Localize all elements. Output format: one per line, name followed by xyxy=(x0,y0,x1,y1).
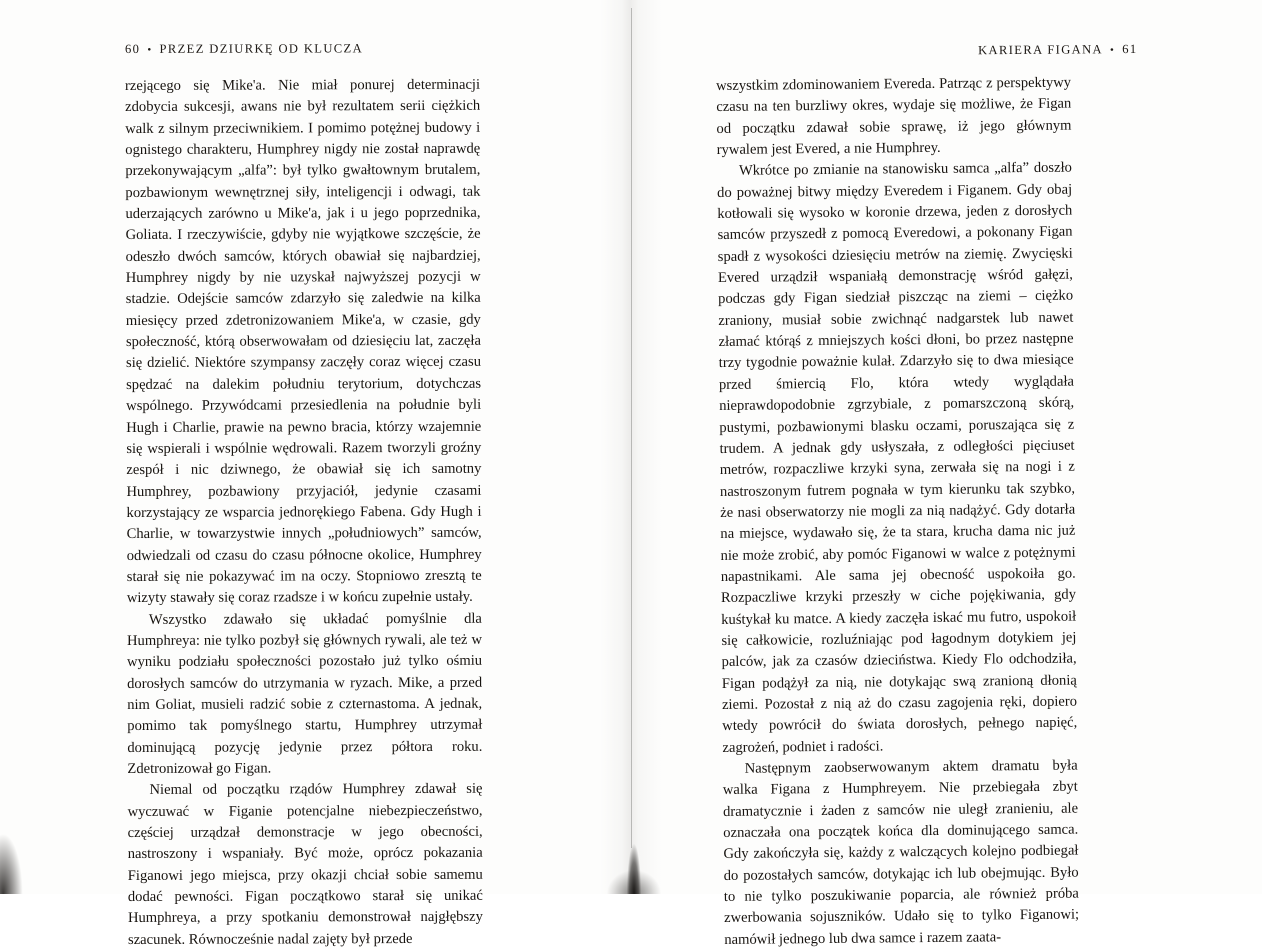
left-page xyxy=(0,0,631,948)
paragraph: Następnym zaobserwowanym aktem dramatu była walka Figana z Humphreyem. Nie przebiegała zbyt dramatycznie i żaden z samców nie uległ zranieniu, ale oznaczała ona początek końca dla dominującego samca. Gdy zakończyła się, każdy z walczących kolejno podbiegał do pozostałych samców, dotykając ich lub obejmując. Było to nie tylko poszukiwanie poparcia, ale również próba zwerbowania sojuszników. Udało się to tylko Figanowi; namówił jednego lub dwa samce i razem zaata- xyxy=(722,757,1080,948)
page-number-right: 61 xyxy=(1121,42,1138,57)
paragraph: Niemal od początku rządów Humphrey zdawał się wyczuwać w Figanie potencjalne niebezpieczeństwo, częściej urządzał demonstracje w jego obecności, nastroszony i wspaniały. Być może, oprócz pokazania Figanowi jego miejsca, przy okazji chciał sobie samemu dodać pewności. Figan początkowo starał się unikać Humphreya, a przy spotkaniu demonstrował najgłębszy szacunek. Równocześnie nadal zajęty był przede xyxy=(127,781,483,948)
paragraph: rzejącego się Mike'a. Nie miał ponurej determinacji zdobycia sukcesji, awans nie był rezultatem serii ciężkich walk z silnym przeciwnikiem. I pomimo potężnej budowy i ognistego charakteru, Humphrey nigdy nie został naprawdę przekonywającym „alfa”: był tylko gwałtownym brutalem, pozbawionym wewnętrznej siły, inteligencji i odwagi, tak uderzających zarówno u Mike'a, jak i u jego poprzednika, Goliata. I rzeczywiście, gdyby nie wyjątkowe szczęście, że odeszło dwóch samców, których obawiał się najbardziej, Humphrey nigdy by nie uzyskał najwyższej pozycji w stadzie. Odejście samców zdarzyło się zaledwie na kilka miesięcy przed zdetronizowaniem Mike'a, w czasie, gdy społeczność, którą obserwowałam od dziesięciu lat, zaczęła się dzielić. Niektóre szympansy zaczęły coraz więcej czasu spędzać na dalekim południu terytorium, dotychczas wspólnego. Przywódcami przesiedlenia na południe byli Hugh i Charlie, prawie na pewno bracia, którzy wzajemnie się wspierali i wspólnie wędrowali. Razem tworzyli groźny zespół i nic dziwnego, że obawiał się ich samotny Humphrey, pozbawiony przyjaciół, jedynie czasami korzystający ze wsparcia jednorękiego Fabena. Gdy Hugh i Charlie, w towarzystwie innych „południowych” samców, odwiedzali od czasu do czasu północne okolice, Humphrey starał się nie pokazywać im na oczy. Stopniowo zresztą te wizyty stawały się coraz rzadsze i w końcu zupełnie ustały. xyxy=(125,76,482,607)
paragraph: wszystkim zdominowaniem Evereda. Patrząc z perspektywy czasu na ten burzliwy okres, wydaje się możliwe, że Figan od początku zdawał sobie sprawę, iż jego głównym rywalem jest Evered, a nie Humphrey. xyxy=(716,74,1072,159)
running-head-left xyxy=(125,41,363,57)
running-head-separator-right: • xyxy=(1109,44,1115,57)
right-page xyxy=(631,0,1262,948)
running-head-separator-left: • xyxy=(147,44,153,57)
right-text-column xyxy=(716,73,1079,951)
running-head-right xyxy=(978,42,1138,58)
chapter-title-right: KARIERA FIGANA xyxy=(977,42,1103,58)
book-title-left: PRZEZ DZIURKĘ OD KLUCZA xyxy=(159,41,364,56)
page-number-left: 60 xyxy=(125,41,141,56)
paragraph: Wkrótce po zmianie na stanowisku samca „alfa” doszło do poważnej bitwy między Everedem i Figanem. Gdy obaj kotłowali się wysoko w koronie drzewa, jeden z dorosłych samców przyszedł z pomocą Everedowi, a pokonany Figan spadł z wysokości dziesięciu metrów na ziemię. Zwycięski Evered urządził wspaniałą demonstrację wśród gałęzi, podczas gdy Figan siedział piszcząc na ziemi – ciężko zraniony, musiał sobie zwichnąć nadgarstek lub nawet złamać którąś z mniejszych kości dłoni, bo przez następne trzy tygodnie poważnie kulał. Zdarzyło się to dwa miesiące przed śmiercią Flo, która wtedy wyglądała nieprawdopodobnie zgrzybiale, z pomarszczoną skórą, pustymi, pozbawionymi blasku oczami, poruszająca się z trudem. A jednak gdy usłyszała, z odległości pięciuset metrów, rozpaczliwe krzyki syna, zerwała się na nogi i z nastroszonym futrem pognała w tym kierunku tak szybko, że nasi obserwatorzy nie mogli za nią nadążyć. Gdy dotarła na miejsce, wydawało się, że ta stara, krucha dama nic już nie może zrobić, aby pomóc Figanowi w walce z potężnymi napastnikami. Ale sama jej obecność uspokoiła go. Rozpaczliwe krzyki przeszły w ciche pojękiwania, gdy kuśtykał ku matce. A kiedy zaczęła iskać mu futro, uspokoił się całkowicie, rozluźniając pod łagodnym dotykiem jej palców, jak za czasów dzieciństwa. Kiedy Flo odchodziła, Figan podążył za nią, nie dotykając swą zranioną dłonią ziemi. Pozostał z nią aż do czasu zagojenia ręki, dopiero wtedy powrócił do świata dorosłych, pełnego napięć, zagrożeń, podniet i radości. xyxy=(717,159,1078,756)
paragraph: Wszystko zdawało się układać pomyślnie dla Humphreya: nie tylko pozbył się głównych rywali, ale też w wyniku podziału społeczności pozostało już tylko ośmiu dorosłych samców do utrzymania w ryzach. Mike, a przed nim Goliat, musieli radzić sobie z czternastoma. A jednak, pomimo tak pomyślnego startu, Humphrey utrzymał dominującą pozycję jedynie przez półtora roku. Zdetronizował go Figan. xyxy=(126,610,483,777)
left-text-column xyxy=(125,75,483,951)
